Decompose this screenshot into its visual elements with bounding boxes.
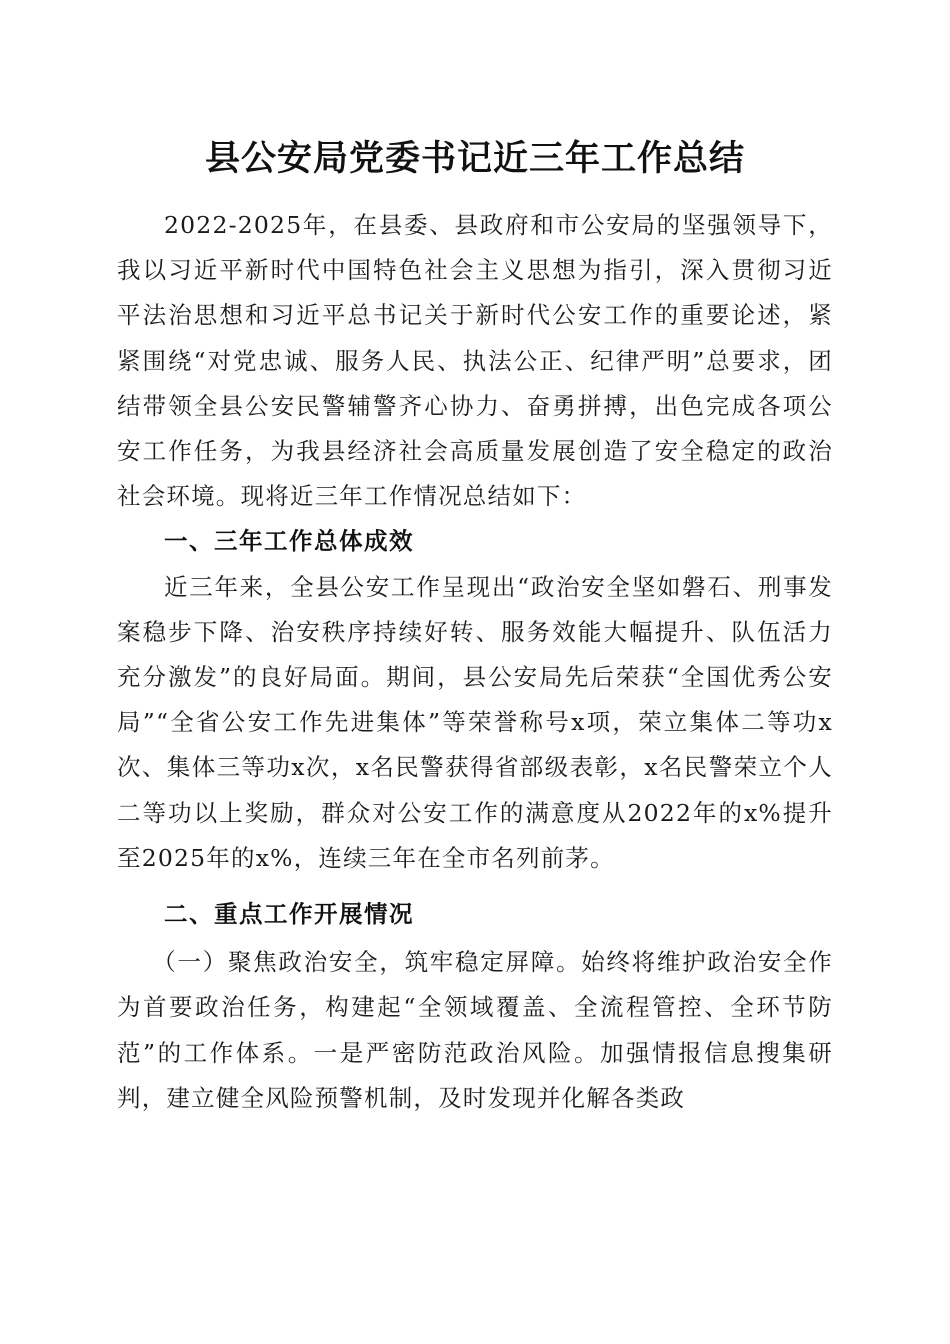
document-title: 县公安局党委书记近三年工作总结 — [204, 138, 745, 179]
section-2-paragraph: （一）聚焦政治安全，筑牢稳定屏障。始终将维护政治安全作为首要政治任务，构建起“全领域覆盖、全流程管控、全环节防范”的工作体系。一是严密防范政治风险。加强情报信息搜集研判，建立健全风险预警机制，及时发现并化解各类政 — [117, 948, 833, 1112]
section-1-paragraph: 近三年来，全县公安工作呈现出“政治安全坚如磐石、刑事发案稳步下降、治安秩序持续好转、服务效能大幅提升、队伍活力充分激发”的良好局面。期间，县公安局先后荣获“全国优秀公安局”“全省公安工作先进集体”等荣誉称号x项，荣立集体二等功x次、集体三等功x次，x名民警获得省部级表彰，x名民警荣立个人二等功以上奖励，群众对公安工作的满意度从2022年的x%提升至2025年的x%，连续三年在全市名列前茅。 — [117, 572, 833, 872]
document-body — [117, 203, 833, 1121]
section-heading-2: 二、重点工作开展情况 — [164, 900, 414, 929]
intro-paragraph: 2022-2025年，在县委、县政府和市公安局的坚强领导下，我以习近平新时代中国特色社会主义思想为指引，深入贯彻习近平法治思想和习近平总书记关于新时代公安工作的重要论述，紧紧围绕“对党忠诚、服务人民、执法公正、纪律严明”总要求，团结带领全县公安民警辅警齐心协力、奋勇拼搏，出色完成各项公安工作任务，为我县经济社会高质量发展创造了安全稳定的政治社会环境。现将近三年工作情况总结如下： — [117, 211, 833, 511]
section-heading-1: 一、三年工作总体成效 — [164, 527, 414, 556]
